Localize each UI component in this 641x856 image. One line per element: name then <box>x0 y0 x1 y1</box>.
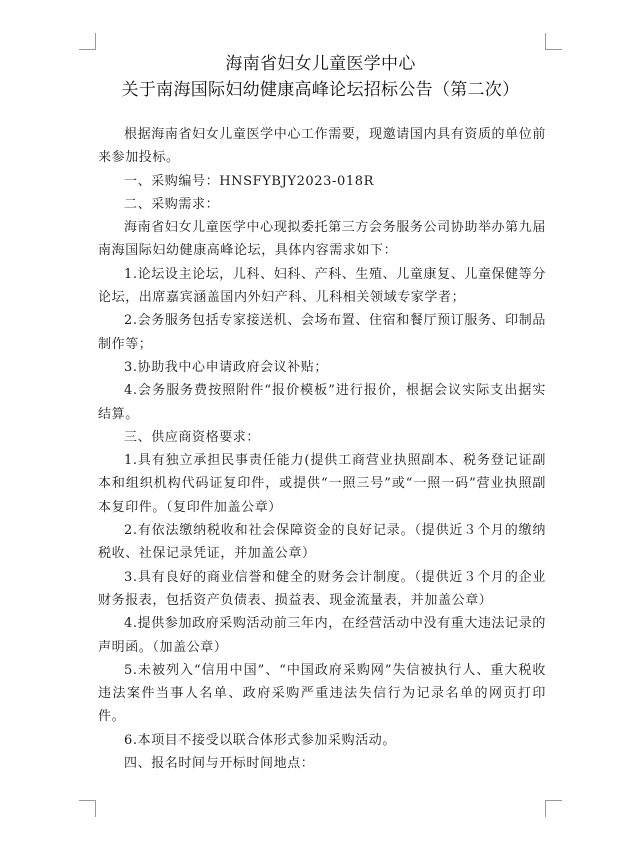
section-heading-qualifications: 三、供应商资格要求： <box>124 429 261 445</box>
requirements-intro: 海南省妇女儿童医学中心现拟委托第三方会务服务公司协助举办第九届南海国际妇幼健康高峰论坛，具体内容需求如下： <box>98 220 546 259</box>
crop-mark-bottom-left <box>79 800 96 817</box>
requirement-item: 1.论坛设主论坛，儿科、妇科、产科、生殖、儿童康复、儿童保健等分论坛，出席嘉宾涵盖国内外妇产科、儿科相关领域专家学者； <box>98 266 546 306</box>
section-heading-registration: 四、报名时间与开标时间地点： <box>124 756 315 772</box>
qualification-item: 4.提供参加政府采购活动前三年内，在经营活动中没有重大违法记录的声明函。（加盖公章） <box>98 616 546 655</box>
crop-mark-top-left <box>79 33 96 50</box>
qualification-item: 1.具有独立承担民事责任能力(提供工商营业执照副本、税务登记证副本和组织机构代码证复印件，或提供“一照三号”或“一照一码”营业执照副本复印件。（复印件加盖公章） <box>98 453 546 515</box>
document-body <box>98 123 546 775</box>
qualification-item: 2.有依法缴纳税收和社会保障资金的良好记录。（提供近３个月的缴纳税收、社保记录凭证，并加盖公章） <box>98 523 546 562</box>
qualification-item: 5.未被列入“信用中国”、“中国政府采购网”失信被执行人、重大税收违法案件当事人名单、政府采购严重违法失信行为记录名单的网页打印件。 <box>98 662 546 725</box>
section-procurement-number: 一、采购编号：HNSFYBJY2023-018R <box>124 173 375 189</box>
document-subtitle: 关于南海国际妇幼健康高峰论坛招标公告（第二次） <box>121 80 520 100</box>
document-title: 海南省妇女儿童医学中心 <box>225 54 416 74</box>
crop-mark-top-right <box>545 33 562 50</box>
requirement-item: 2.会务服务包括专家接送机、会场布置、住宿和餐厅预订服务、印制品制作等； <box>98 313 546 352</box>
qualification-item: 6.本项目不接受以联合体形式参加采购活动。 <box>124 732 397 748</box>
crop-mark-bottom-right <box>545 800 562 817</box>
qualification-item: 3.具有良好的商业信誉和健全的财务会计制度。（提供近３个月的企业财务报表，包括资产负债表、损益表、现金流量表，并加盖公章） <box>98 569 546 608</box>
requirement-item: 4.会务服务费按照附件“报价模板”进行报价，根据会议实际支出据实结算。 <box>98 383 546 422</box>
section-heading-requirements: 二、采购需求： <box>124 196 220 212</box>
requirement-item: 3.协助我中心申请政府会议补贴； <box>124 359 329 375</box>
intro-paragraph: 根据海南省妇女儿童医学中心工作需要，现邀请国内具有资质的单位前来参加投标。 <box>98 127 546 166</box>
